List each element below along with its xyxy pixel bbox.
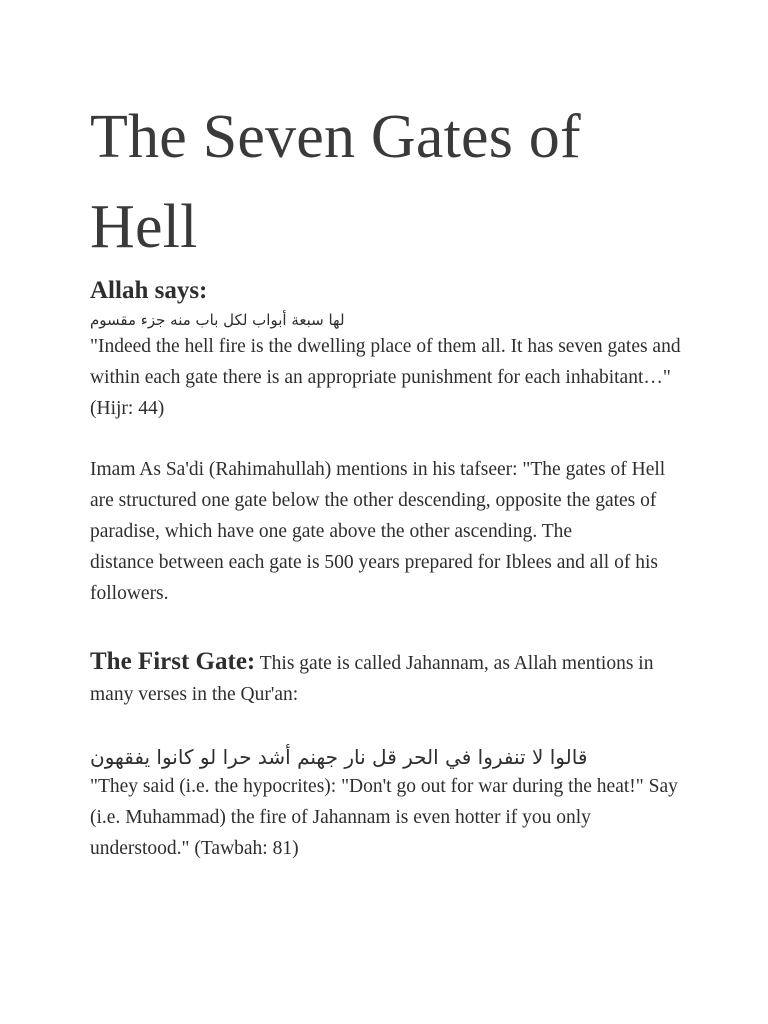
first-gate-text: This gate is called Jahannam, as Allah mentions in many verses in the Qur'an: — [90, 653, 654, 706]
tafseer-paragraph-1: Imam As Sa'di (Rahimahullah) mentions in his tafseer: "The gates of Hell are structured one gate below the other descending, opposite the gates of paradise, which have one gate above the other ascending. The — [90, 459, 666, 542]
spacer — [90, 609, 690, 647]
spacer — [90, 424, 690, 455]
verse2-arabic: قالوا لا تنفروا في الحر قل نار جهنم أشد حرا لو كانوا يفقهون — [90, 744, 588, 769]
document-page — [90, 92, 690, 864]
intro-heading: Allah says: — [90, 277, 208, 304]
document-title: The Seven Gates of Hell — [90, 103, 581, 261]
first-gate-heading: The First Gate: — [90, 648, 256, 676]
verse2-translation: "They said (i.e. the hypocrites): "Don't go out for war during the heat!" Say (i.e. Muhammad) the fire of Jahannam is even hotter if you only understood." (Tawbah: 81) — [90, 775, 678, 859]
spacer — [90, 711, 690, 742]
first-gate-paragraph — [90, 647, 690, 711]
verse1-arabic: لها سبعة أبواب لكل باب منه جزء مقسوم — [90, 311, 345, 329]
tafseer-paragraph-2: distance between each gate is 500 years prepared for Iblees and all of his followers. — [90, 551, 658, 604]
verse1-translation: "Indeed the hell fire is the dwelling place of them all. It has seven gates and within each gate there is an appropriate punishment for each inhabitant…" (Hijr: 44) — [90, 336, 681, 419]
